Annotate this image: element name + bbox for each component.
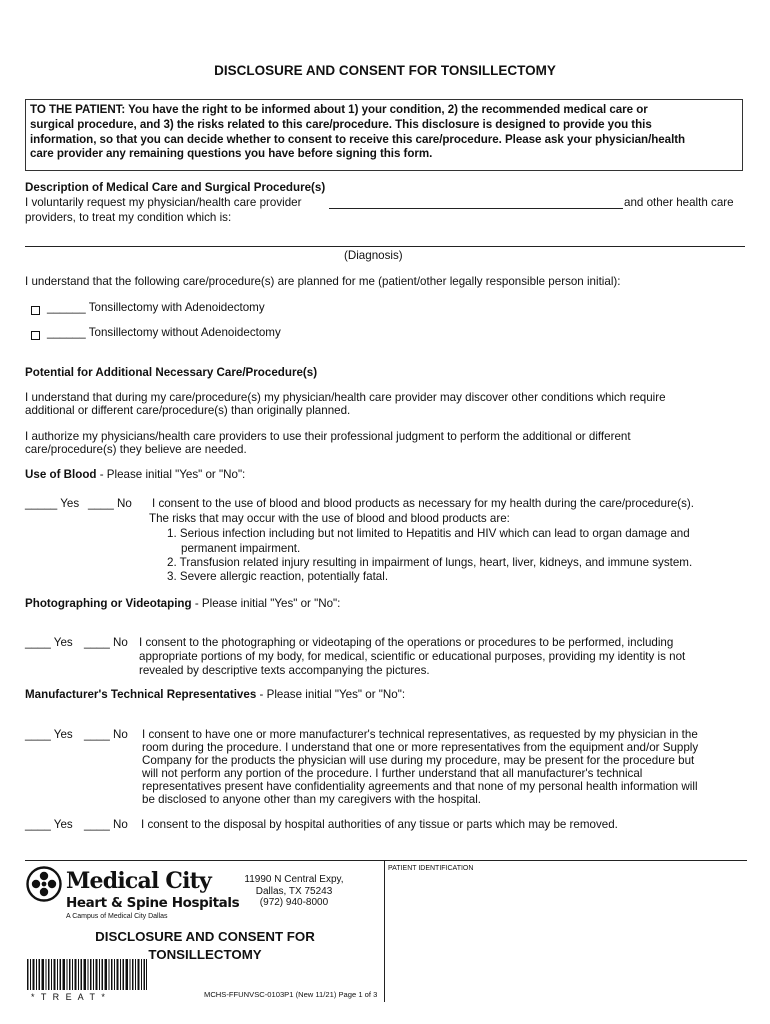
procedure-checkbox[interactable] [31,331,40,340]
blood-risk-item: 2. Transfusion related injury resulting in impairment of lungs, heart, liver, kidneys, and immune system. [167,556,693,569]
procedure-checkbox[interactable] [31,306,40,315]
form-title-line: TONSILLECTOMY [148,947,262,962]
blood-consent-line: I consent to the use of blood and blood products as necessary for my health during the care/procedure(s). [152,497,695,510]
blood-heading: Use of Blood [25,468,97,481]
page-title: DISCLOSURE AND CONSENT FOR TONSILLECTOMY [214,63,556,78]
reps-consent-line: Company for the products the physician will use during my procedure, may be present for the procedure but [142,754,695,767]
blood-heading-row [25,469,245,482]
diagnosis-field[interactable] [25,246,745,247]
blood-consent-line: The risks that may occur with the use of blood and blood products are: [149,512,510,525]
patient-notice-box [25,99,743,171]
provider-name-field[interactable] [329,208,623,209]
form-code: MCHS-FFUNVSC-0103P1 (New 11/21) Page 1 of 3 [204,990,378,999]
additional-para1-line: I understand that during my care/procedure(s) my physician/health care provider may discover other conditions which require [25,391,666,404]
medical-city-logo-icon [26,866,62,902]
blood-risk-item: 1. Serious infection including but not limited to Hepatitis and HIV which can lead to organ damage and [167,527,690,540]
reps-consent-line: will not perform any portion of the procedure. I further understand that all manufacturer's technical [142,767,643,780]
additional-para2-line: care/procedure(s) they believe are needed. [25,443,247,456]
barcode-icon [27,959,147,990]
form-title-line: DISCLOSURE AND CONSENT FOR [95,929,315,944]
patient-id-label: PATIENT IDENTIFICATION [388,865,474,872]
request-text-line2: providers, to treat my condition which is: [25,211,232,224]
diagnosis-label: (Diagnosis) [344,249,403,262]
reps-heading: Manufacturer's Technical Representatives [25,688,257,701]
photo-yes-field[interactable]: ____ Yes [25,636,73,649]
photo-consent-line: revealed by descriptive texts accompanying the pictures. [139,664,430,677]
reps-instruction: - Please initial "Yes" or "No": [256,688,406,701]
additional-heading: Potential for Additional Necessary Care/Procedure(s) [25,366,318,379]
blood-risk-item: permanent impairment. [181,542,301,555]
procedure-option: ______ Tonsillectomy with Adenoidectomy [47,301,265,314]
request-text-end: and other health care [624,196,734,209]
reps-heading-row [25,689,405,702]
reps-yes-field[interactable]: ____ Yes [25,728,73,741]
notice-line: care provider any remaining questions you have before signing this form. [30,147,433,161]
disposal-no-field[interactable]: ____ No [84,818,128,831]
blood-no-field[interactable]: ____ No [88,497,132,510]
address-line: (972) 940-8000 [259,897,329,908]
footer-divider [25,860,747,861]
procedure-option: ______ Tonsillectomy without Adenoidectomy [47,326,281,339]
photo-consent-line: I consent to the photographing or videotaping of the operations or procedures to be performed, including [139,636,674,649]
address-line: 11990 N Central Expy, [244,874,344,885]
request-text: I voluntarily request my physician/health care provider [25,196,302,209]
notice-line: surgical procedure, and 3) the risks related to this care/procedure. This disclosure is designed to provide you this [30,117,652,131]
reps-consent-line: representatives present have confidentiality agreements and that none of my personal health information will [142,780,698,793]
brand-subname: Heart & Spine Hospitals [66,895,240,911]
blood-yes-field[interactable]: _____ Yes [25,497,80,510]
photo-heading: Photographing or Videotaping [25,597,192,610]
brand-name: Medical City [66,868,211,894]
photo-instruction: - Please initial "Yes" or "No": [191,597,341,610]
reps-no-field[interactable]: ____ No [84,728,128,741]
campus-text: A Campus of Medical City Dallas [66,913,168,920]
blood-instruction: - Please initial "Yes" or "No": [96,468,246,481]
photo-consent-line: appropriate portions of my body, for medical, scientific or educational purposes, providing my identity is not [139,650,686,663]
blood-risk-item: 3. Severe allergic reaction, potentially fatal. [167,570,389,583]
notice-line: information, so that you can decide whether to consent to receive this care/procedure. Please ask your physician/health [30,132,686,146]
reps-consent-line: room during the procedure. I understand that one or more representatives from the equipment and/or Supply [142,741,699,754]
disposal-consent-text: I consent to the disposal by hospital authorities of any tissue or parts which may be removed. [141,818,618,831]
notice-line: TO THE PATIENT: You have the right to be informed about 1) your condition, 2) the recommended medical care or [30,103,648,116]
reps-consent-line: I consent to have one or more manufacturer's technical representatives, as requested by my physician in the [142,728,698,741]
disposal-yes-field[interactable]: ____ Yes [25,818,73,831]
address-line: Dallas, TX 75243 [255,885,333,897]
reps-consent-line: be disclosed to anyone other than my caregivers with the hospital. [142,793,481,806]
photo-heading-row [25,598,340,611]
patient-id-divider [384,860,385,1002]
barcode-text: * T R E A T * [31,992,107,1002]
additional-para2-line: I authorize my physicians/health care providers to use their professional judgment to perform the additional or different [25,430,631,443]
hospital-address [244,874,344,909]
description-heading: Description of Medical Care and Surgical Procedure(s) [25,181,326,194]
planned-intro: I understand that the following care/procedure(s) are planned for me (patient/other legally responsible person initial): [25,275,621,288]
photo-no-field[interactable]: ____ No [84,636,128,649]
additional-para1-line: additional or different care/procedure(s) than originally planned. [25,404,351,417]
